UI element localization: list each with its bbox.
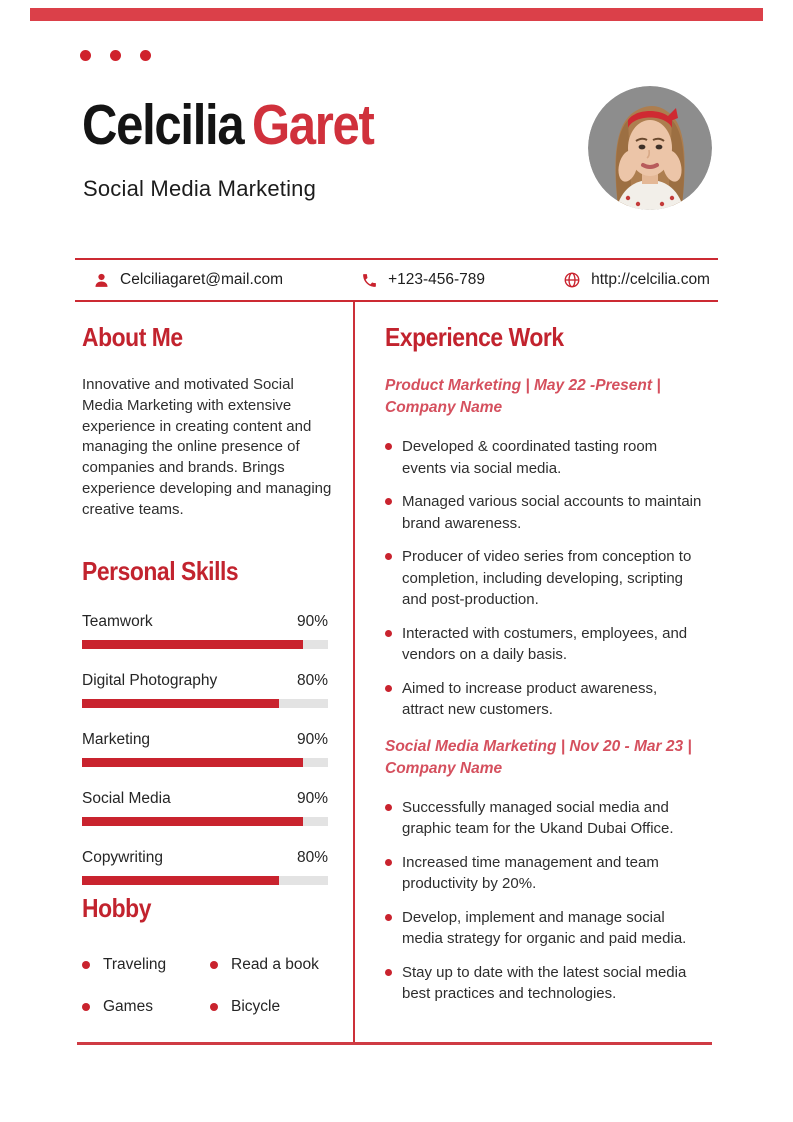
- skill-bar-fill: [82, 758, 303, 767]
- phone-icon: [361, 272, 378, 289]
- skill-item: [82, 613, 328, 649]
- person-name: [82, 92, 374, 158]
- skill-percent: 90%: [296, 731, 328, 748]
- hobby-label: Bicycle: [231, 998, 281, 1015]
- bullet-icon: [82, 961, 90, 969]
- skill-percent: 80%: [296, 672, 328, 689]
- profile-photo: [588, 86, 712, 210]
- skill-bar-fill: [82, 640, 303, 649]
- hobby-item: [82, 956, 210, 974]
- skill-percent: 80%: [296, 849, 328, 866]
- job-bullet-list: [385, 436, 713, 721]
- hobby-label: Games: [103, 998, 153, 1015]
- skill-item: [82, 731, 328, 767]
- skill-label: Social Media: [82, 790, 171, 807]
- bullet-icon: [210, 1003, 218, 1011]
- decorative-dots: [80, 50, 151, 61]
- profile-photo-illustration: [588, 86, 712, 210]
- job-heading: Product Marketing | May 22 -Present | Company Name: [385, 377, 661, 416]
- skills-section: [82, 556, 328, 908]
- globe-icon: [563, 271, 581, 289]
- dot-icon: [140, 50, 151, 61]
- contact-bar: [75, 258, 718, 302]
- contact-email[interactable]: [93, 271, 283, 289]
- phone-text: +123-456-789: [388, 271, 486, 288]
- skill-bar-fill: [82, 817, 303, 826]
- skill-percent: 90%: [296, 790, 328, 807]
- job-bullet: Aimed to increase product awareness, attract new customers.: [385, 678, 702, 721]
- contact-website[interactable]: [563, 271, 710, 289]
- about-text: Innovative and motivated Social Media Marketing with extensive experience in creating content and managing the online presence of companies and brands. Brings experience developing and managing creative teams.: [82, 376, 332, 518]
- job-bullet: Develop, implement and manage social media strategy for organic and paid media.: [385, 907, 702, 950]
- hobby-section: [82, 893, 344, 1016]
- dot-icon: [80, 50, 91, 61]
- job-bullet-list: [385, 797, 713, 1005]
- job-bullet: Developed & coordinated tasting room events via social media.: [385, 436, 702, 479]
- job-bullet: Stay up to date with the latest social media best practices and technologies.: [385, 962, 702, 1005]
- skill-percent: 90%: [296, 613, 328, 630]
- job-bullet: Successfully managed social media and graphic team for the Ukand Dubai Office.: [385, 797, 702, 840]
- job-entry: [385, 736, 713, 1005]
- bullet-icon: [82, 1003, 90, 1011]
- hobby-item: [210, 956, 344, 974]
- bullet-icon: [210, 961, 218, 969]
- hobby-item: [82, 998, 210, 1016]
- skill-label: Marketing: [82, 731, 151, 748]
- job-heading: Social Media Marketing | Nov 20 - Mar 23 | Company Name: [385, 737, 692, 777]
- skill-bar-fill: [82, 699, 279, 708]
- hobby-item: [210, 998, 344, 1016]
- about-title: About Me: [82, 322, 183, 352]
- skills-title: Personal Skills: [82, 556, 239, 586]
- skill-item: [82, 790, 328, 826]
- hobby-label: Read a book: [231, 956, 319, 973]
- skill-label: Digital Photography: [82, 672, 218, 689]
- hobby-label: Traveling: [103, 956, 167, 973]
- skill-label: Teamwork: [82, 613, 153, 630]
- skill-bar-track: [82, 758, 328, 767]
- column-divider: [353, 302, 355, 1044]
- bottom-accent-line: [77, 1042, 712, 1045]
- skill-label: Copywriting: [82, 849, 163, 866]
- job-entry: [385, 375, 713, 721]
- experience-title: Experience Work: [385, 322, 564, 352]
- skill-item: [82, 672, 328, 708]
- job-bullet: Producer of video series from conception to completion, including developing, scripting and post-production.: [385, 546, 702, 611]
- job-bullet: Managed various social accounts to maintain brand awareness.: [385, 491, 702, 534]
- dot-icon: [110, 50, 121, 61]
- email-text: Celciliagaret@mail.com: [120, 271, 284, 288]
- hobby-title: Hobby: [82, 893, 151, 923]
- person-icon: [93, 272, 110, 289]
- skill-item: [82, 849, 328, 885]
- skill-bar-fill: [82, 876, 279, 885]
- website-text: http://celcilia.com: [591, 271, 710, 288]
- job-bullet: Increased time management and team productivity by 20%.: [385, 852, 702, 895]
- about-section: [82, 322, 334, 521]
- experience-section: [385, 322, 713, 1017]
- first-name: Celcilia: [82, 93, 244, 157]
- last-name: Garet: [251, 93, 374, 157]
- top-accent-bar: [30, 8, 763, 21]
- skill-bar-track: [82, 640, 328, 649]
- job-title-subtitle: Social Media Marketing: [83, 176, 317, 201]
- skill-bar-track: [82, 817, 328, 826]
- contact-phone[interactable]: [361, 271, 485, 289]
- job-bullet: Interacted with costumers, employees, and vendors on a daily basis.: [385, 623, 702, 666]
- skill-bar-track: [82, 876, 328, 885]
- skill-bar-track: [82, 699, 328, 708]
